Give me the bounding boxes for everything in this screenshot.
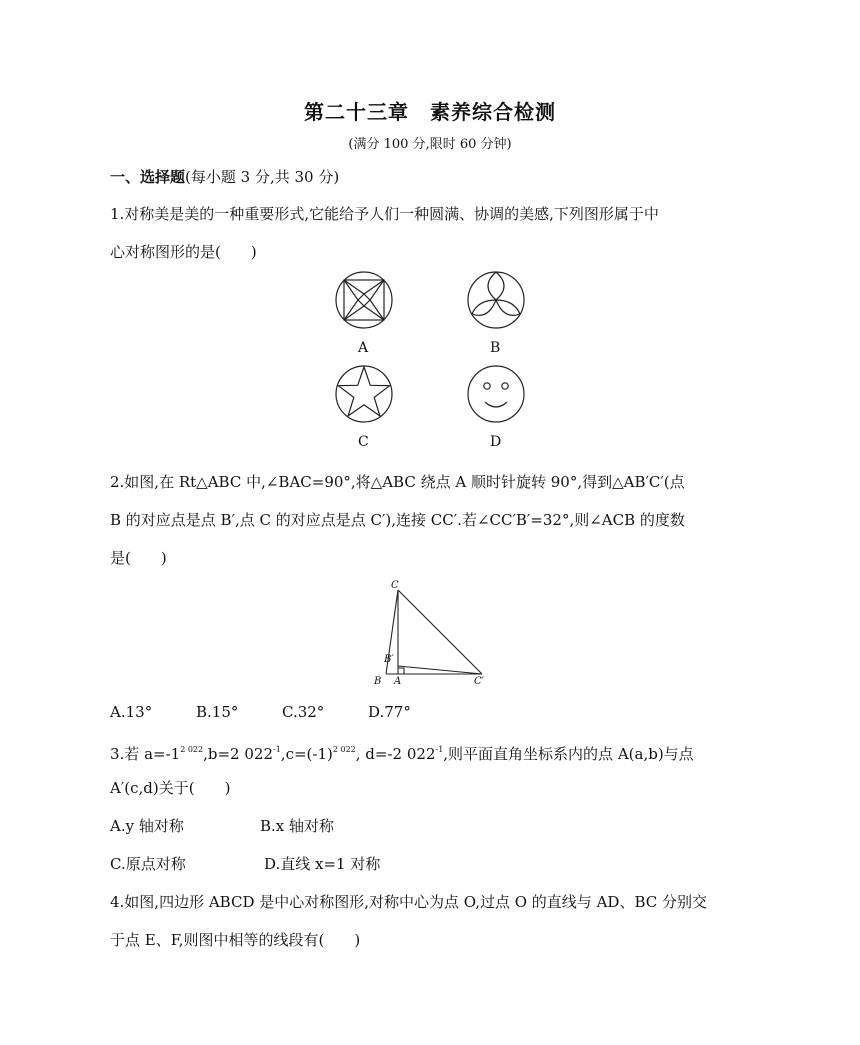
q3-exponent-a: 2 022 — [180, 745, 204, 754]
q4-line2: 于点 E、F,则图中相等的线段有( ) — [110, 931, 361, 949]
q2-option-d: D.77° — [368, 703, 411, 721]
page-title: 第二十三章 素养综合检测 — [304, 100, 556, 124]
q2-line1: 2.如图,在 Rt△ABC 中,∠BAC=90°,将△ABC 绕点 A 顺时针旋转 90°,得到△AB′C′(点 — [110, 473, 685, 491]
q1-figure-b — [466, 270, 526, 330]
q3-option-c: C.原点对称 — [110, 855, 186, 873]
q3-exponent-d: -1 — [435, 745, 444, 754]
q3-part-d: , d=-2 022 — [355, 745, 436, 763]
section-note: (每小题 3 分,共 30 分) — [185, 168, 340, 186]
q3-part-c: ,c=(-1) — [280, 745, 333, 763]
label-c: C — [391, 580, 399, 591]
label-b-prime: B′ — [384, 654, 394, 665]
label-b: B — [374, 676, 382, 687]
q3-exponent-c: 2 022 — [332, 745, 356, 754]
q1-label-b: B — [490, 340, 501, 356]
q2-option-a: A.13° — [110, 703, 153, 721]
q3-exponent-b: -1 — [273, 745, 281, 754]
page-subtitle: (满分 100 分,限时 60 分钟) — [348, 137, 512, 152]
q2-line2: B 的对应点是点 B′,点 C 的对应点是点 C′),连接 CC′.若∠CC′B′=32°,则∠ACB 的度数 — [110, 511, 685, 529]
q3-part-e: ,则平面直角坐标系内的点 A(a,b)与点 — [443, 745, 694, 763]
q3-line1 — [110, 740, 694, 764]
q2-option-b: B.15° — [196, 703, 239, 721]
q1-figure-a — [334, 270, 394, 330]
label-c-prime: C′ — [474, 676, 484, 687]
q4-line1: 4.如图,四边形 ABCD 是中心对称图形,对称中心为点 O,过点 O 的直线与 AD、BC 分别交 — [110, 893, 707, 911]
q2-line3: 是( ) — [110, 549, 167, 567]
q2-option-c: C.32° — [282, 703, 325, 721]
q3-option-a: A.y 轴对称 — [110, 817, 184, 835]
q3-option-b: B.x 轴对称 — [260, 817, 335, 835]
section-title: 一、选择题 — [110, 168, 186, 186]
q3-part-b: ,b=2 022 — [203, 745, 273, 763]
q3-part-a: 3.若 a=-1 — [110, 745, 181, 763]
q1-label-c: C — [358, 434, 369, 450]
label-a: A — [394, 676, 402, 687]
section-heading — [110, 166, 339, 187]
q1-label-a: A — [358, 340, 369, 356]
q1-line1: 1.对称美是美的一种重要形式,它能给予人们一种圆满、协调的美感,下列图形属于中 — [110, 205, 659, 223]
q1-line2: 心对称图形的是( ) — [110, 243, 257, 261]
q1-figure-c — [334, 364, 394, 424]
q3-option-d: D.直线 x=1 对称 — [264, 855, 381, 873]
q1-label-d: D — [490, 434, 502, 450]
q2-triangle-figure — [366, 576, 496, 688]
q1-figure-d — [466, 364, 526, 424]
q3-line2: A′(c,d)关于( ) — [110, 779, 231, 797]
